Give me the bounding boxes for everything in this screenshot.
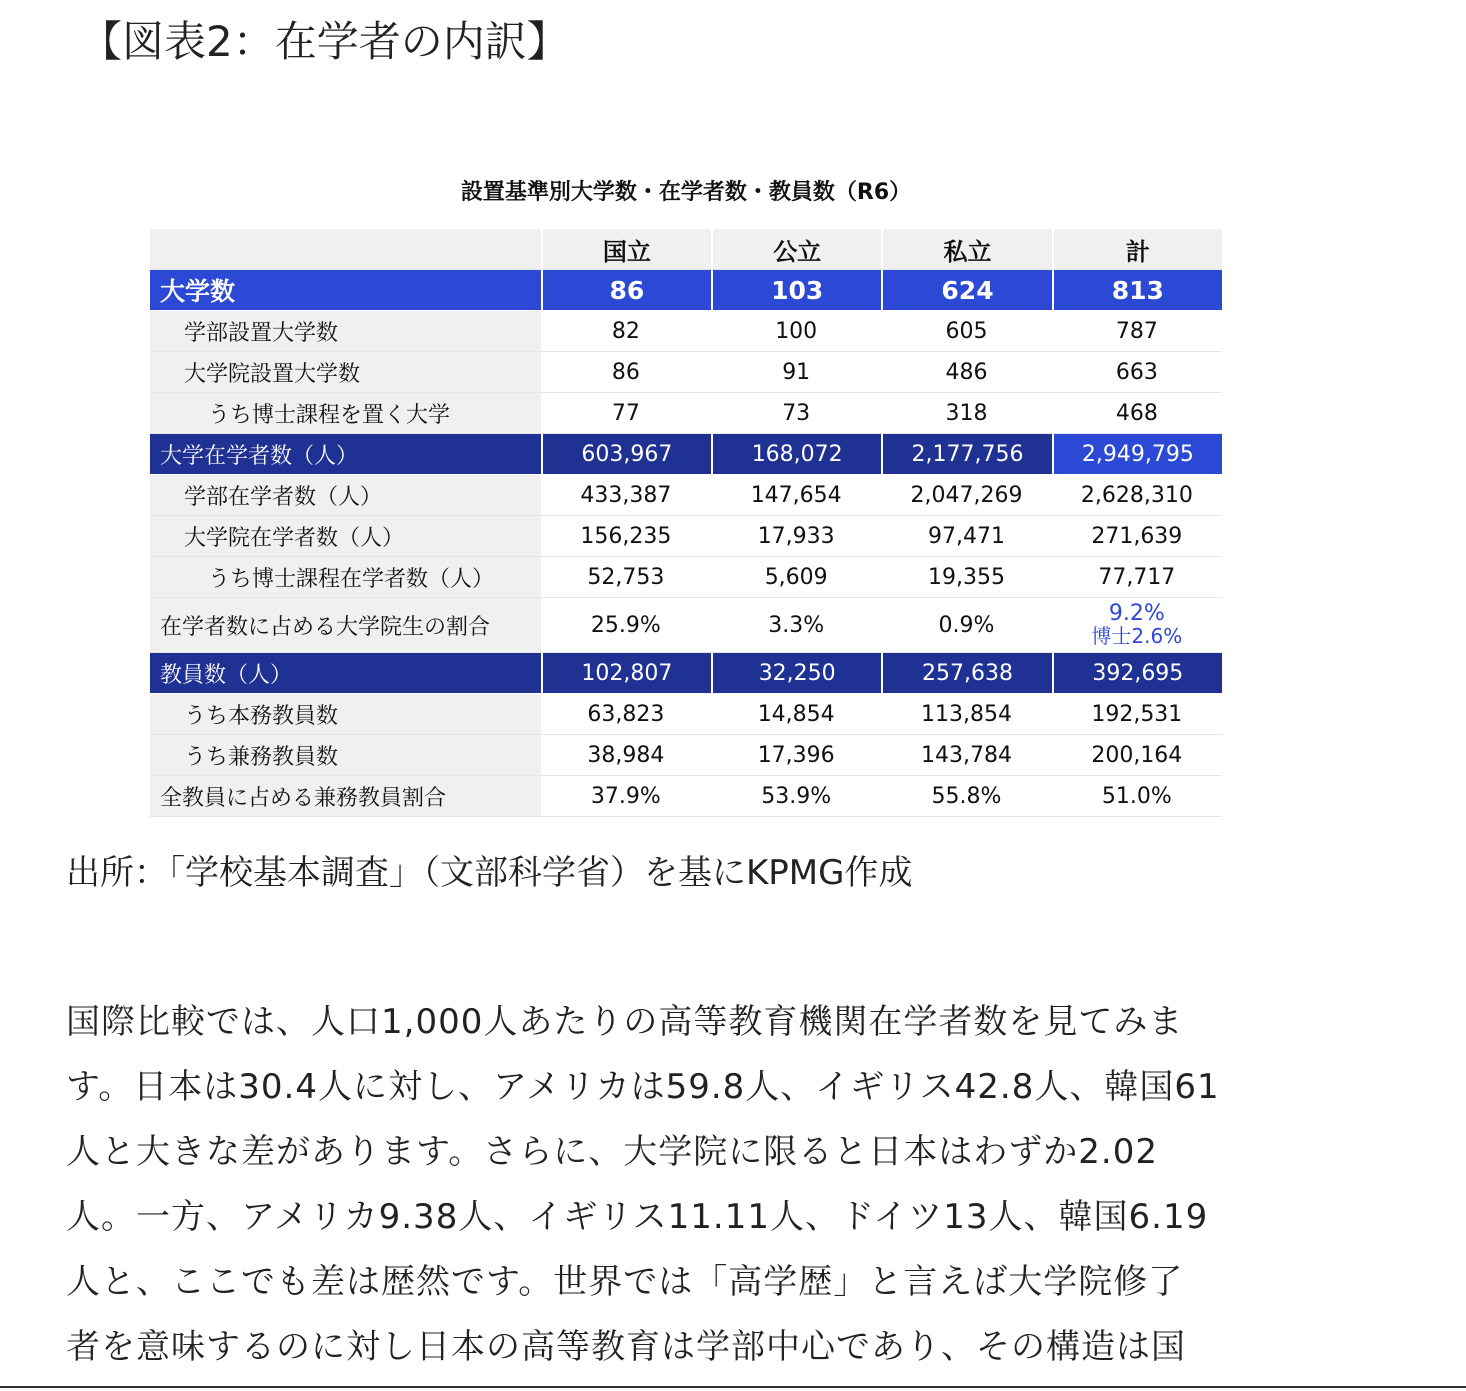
paragraph-line: す。日本は30.4人に対し、アメリカは59.8人、イギリス42.8人、韓国61 (66, 1067, 1220, 1107)
paragraph-line: 人と、ここでも差は歴然です。世界では「高学歴」と言えば大学院修了 (66, 1262, 1184, 1302)
table-title: 設置基準別大学数・在学者数・教員数（R6） (460, 180, 912, 205)
paragraph-line: 者を意味するのに対し日本の高等教育は学部中心であり、その構造は国 (66, 1327, 1186, 1367)
cell-value: 14,854 (711, 694, 881, 735)
row-label: うち本務教員数 (150, 694, 541, 735)
cell-value: 468 (1052, 393, 1222, 434)
cell-value: 86 (541, 352, 711, 393)
table-row-grad-ratio (150, 598, 1222, 653)
article-paragraph (66, 990, 1326, 1380)
cell-value: 53.9% (711, 776, 881, 817)
cell-value: 3.3% (711, 598, 881, 653)
cell-value: 102,807 (541, 653, 711, 694)
cell-value: 392,695 (1052, 653, 1222, 694)
cell-value: 433,387 (541, 475, 711, 516)
cell-value: 17,396 (711, 735, 881, 776)
cell-value: 38,984 (541, 735, 711, 776)
row-label: 学部在学者数（人） (150, 475, 541, 516)
table-row (150, 776, 1222, 817)
cell-value: 32,250 (711, 653, 881, 694)
cell-value: 37.9% (541, 776, 711, 817)
cell-value: 5,609 (711, 557, 881, 598)
doctoral-ratio-note: 博士2.6% (1091, 624, 1183, 648)
header-private: 私立 (881, 229, 1051, 270)
cell-value: 17,933 (711, 516, 881, 557)
header-corner (150, 229, 541, 270)
paragraph-line: 人と大きな差があります。さらに、大学院に限ると日本はわずか2.02 (66, 1132, 1158, 1172)
cell-value: 624 (881, 270, 1051, 311)
cell-value: 52,753 (541, 557, 711, 598)
paragraph-line: 人。一方、アメリカ9.38人、イギリス11.11人、ドイツ13人、韓国6.19 (66, 1197, 1209, 1237)
table-row (150, 393, 1222, 434)
cell-value: 2,949,795 (1052, 434, 1222, 475)
total-ratio-value: 9.2% (1108, 601, 1165, 626)
row-label: 大学院設置大学数 (150, 352, 541, 393)
cell-value: 103 (711, 270, 881, 311)
row-label: 全教員に占める兼務教員割合 (150, 776, 541, 817)
table-row-universities (150, 270, 1222, 311)
paragraph-line: 国際比較では、人口1,000人あたりの高等教育機関在学者数を見てみま (66, 1002, 1184, 1042)
cell-value: 271,639 (1052, 516, 1222, 557)
cell-value: 113,854 (881, 694, 1051, 735)
row-label: 教員数（人） (150, 653, 541, 694)
cell-value: 663 (1052, 352, 1222, 393)
cell-value: 55.8% (881, 776, 1051, 817)
table-row (150, 475, 1222, 516)
cell-value: 19,355 (881, 557, 1051, 598)
source-note: 出所：「学校基本調査」（文部科学省）を基にKPMG作成 (66, 853, 913, 893)
cell-value: 2,177,756 (881, 434, 1051, 475)
bottom-divider (0, 1386, 1466, 1388)
cell-value: 77 (541, 393, 711, 434)
cell-value: 200,164 (1052, 735, 1222, 776)
table-row (150, 311, 1222, 352)
cell-value: 147,654 (711, 475, 881, 516)
cell-value: 156,235 (541, 516, 711, 557)
university-stats-table (150, 229, 1222, 817)
row-label: 大学数 (150, 270, 541, 311)
row-label: うち博士課程を置く大学 (150, 393, 541, 434)
cell-value: 86 (541, 270, 711, 311)
cell-value: 97,471 (881, 516, 1051, 557)
row-label: 学部設置大学数 (150, 311, 541, 352)
header-total: 計 (1052, 229, 1222, 270)
table-row (150, 557, 1222, 598)
cell-value: 603,967 (541, 434, 711, 475)
table-row-enrollment (150, 434, 1222, 475)
cell-value: 77,717 (1052, 557, 1222, 598)
header-national: 国立 (541, 229, 711, 270)
cell-value: 318 (881, 393, 1051, 434)
cell-value: 192,531 (1052, 694, 1222, 735)
row-label: 大学在学者数（人） (150, 434, 541, 475)
cell-value: 168,072 (711, 434, 881, 475)
cell-value: 82 (541, 311, 711, 352)
cell-value: 51.0% (1052, 776, 1222, 817)
row-label: 在学者数に占める大学院生の割合 (150, 598, 541, 653)
table-row (150, 694, 1222, 735)
row-label: うち博士課程在学者数（人） (150, 557, 541, 598)
row-label: 大学院在学者数（人） (150, 516, 541, 557)
cell-value: 2,047,269 (881, 475, 1051, 516)
cell-value-highlight (1052, 598, 1222, 653)
cell-value: 605 (881, 311, 1051, 352)
cell-value: 787 (1052, 311, 1222, 352)
cell-value: 486 (881, 352, 1051, 393)
row-label: うち兼務教員数 (150, 735, 541, 776)
table-row (150, 735, 1222, 776)
cell-value: 813 (1052, 270, 1222, 311)
table-row (150, 352, 1222, 393)
table-header-row (150, 229, 1222, 270)
cell-value: 0.9% (881, 598, 1051, 653)
cell-value: 143,784 (881, 735, 1051, 776)
cell-value: 2,628,310 (1052, 475, 1222, 516)
table-row-faculty (150, 653, 1222, 694)
cell-value: 73 (711, 393, 881, 434)
cell-value: 63,823 (541, 694, 711, 735)
header-public: 公立 (711, 229, 881, 270)
cell-value: 100 (711, 311, 881, 352)
figure-heading: 【図表2：在学者の内訳】 (80, 17, 569, 66)
cell-value: 91 (711, 352, 881, 393)
cell-value: 25.9% (541, 598, 711, 653)
cell-value: 257,638 (881, 653, 1051, 694)
table-row (150, 516, 1222, 557)
